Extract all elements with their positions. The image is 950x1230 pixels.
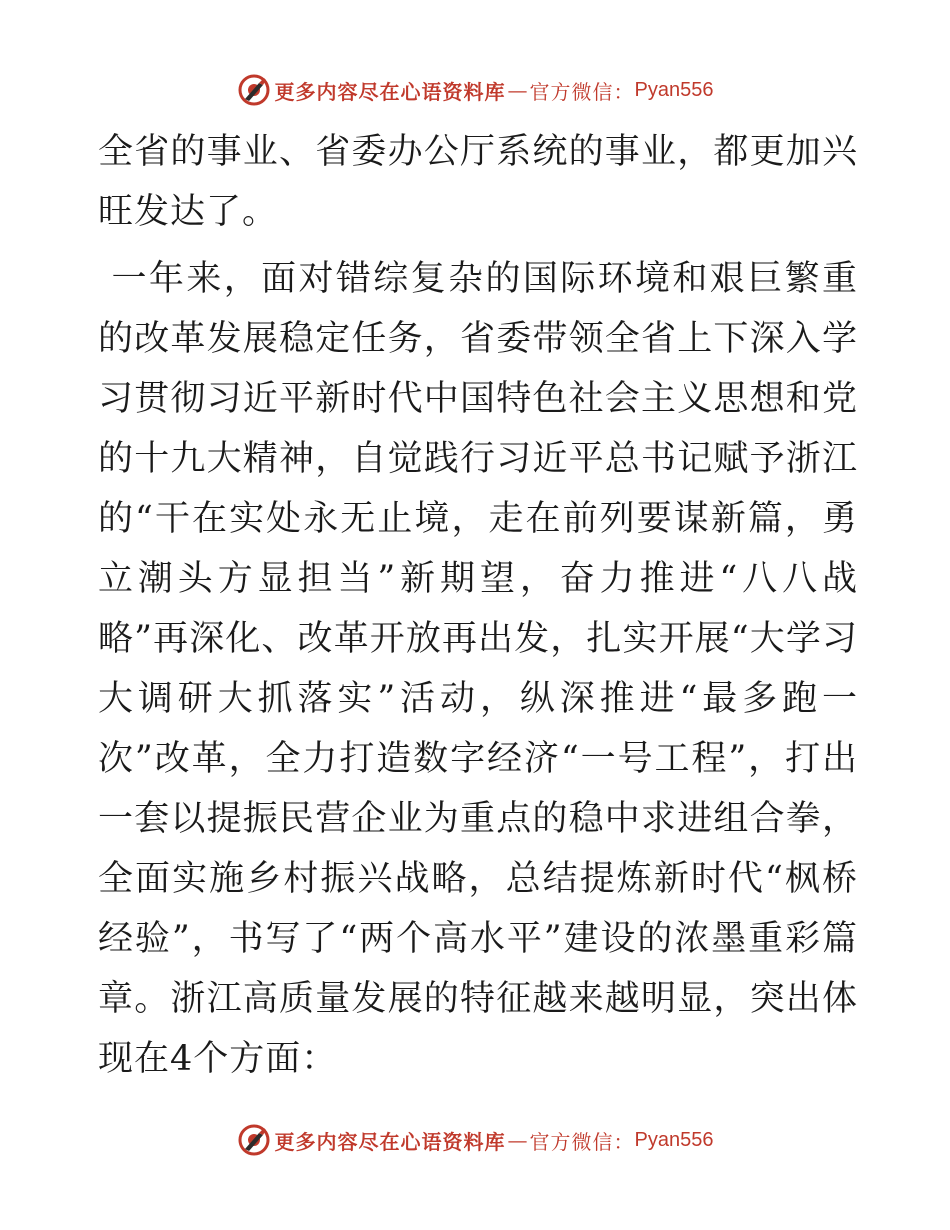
header-banner-label: 官方微信： — [529, 79, 635, 104]
header-banner-id: Pyan556 — [634, 78, 714, 101]
footer-banner-separator: — — [507, 1128, 528, 1152]
logo-icon — [237, 73, 271, 107]
logo-icon — [237, 1123, 271, 1157]
paragraph-2: 一年来，面对错综复杂的国际环境和艰巨繁重的改革发展稳定任务，省委带领全省上下深入学习贯彻习近平新时代中国特色社会主义思想和党的十九大精神，自觉践行习近平总书记赋予浙江的“干在实处永无止境，走在前列要谋新篇，勇立潮头方显担当”新期望，奋力推进“八八战略”再深化、改革开放再出发，扎实开展“大学习大调研大抓落实”活动，纵深推进“最多跑一次”改革，全力打造数字经济“一号工程”，打出一套以提振民营企业为重点的稳中求进组合拳，全面实施乡村振兴战略，总结提炼新时代“枫桥经验”，书写了“两个高水平”建设的浓墨重彩篇章。浙江高质量发展的特征越来越明显，突出体现在4个方面： — [98, 259, 858, 1079]
footer-banner-label: 官方微信： — [529, 1129, 635, 1154]
footer-banner-id: Pyan556 — [634, 1128, 714, 1151]
paragraph-1: 全省的事业、省委办公厅系统的事业，都更加兴旺发达了。 — [98, 132, 858, 232]
footer-banner-text: 更多内容尽在心语资料库 — [274, 1129, 506, 1154]
header-banner-text: 更多内容尽在心语资料库 — [274, 79, 506, 104]
header-banner-separator: — — [507, 78, 528, 102]
header-banner — [0, 70, 950, 110]
footer-banner — [0, 1120, 950, 1160]
document-body — [98, 122, 858, 1089]
